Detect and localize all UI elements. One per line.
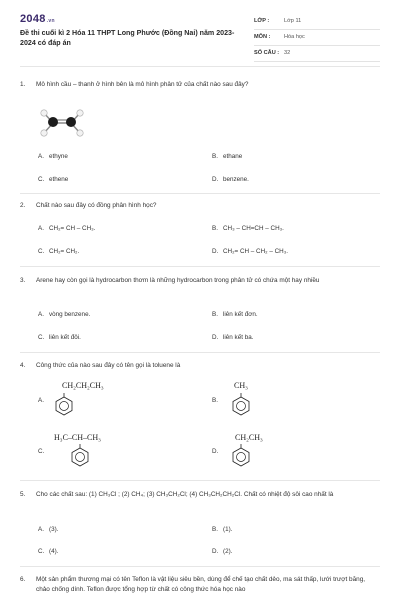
structure-label: CH₂CH₂CH₃ <box>62 381 104 390</box>
option-c: C. (4). <box>38 548 59 555</box>
divider <box>20 566 380 567</box>
meta-row-subject <box>254 30 380 46</box>
question-stem: Công thức của nào sau đây có tên gọi là toluene là <box>36 362 181 369</box>
benzene-ring-icon <box>53 393 75 417</box>
question-number: 6. <box>20 576 26 583</box>
meta-row-class <box>254 14 380 30</box>
option-b: B. <box>212 397 218 404</box>
meta-label: LỚP : <box>254 18 270 24</box>
structure-label: H₃C–CH–CH₃ <box>54 433 101 442</box>
meta-row-count <box>254 46 380 62</box>
option-d: D. benzene. <box>212 176 249 183</box>
option-b: B. ethane <box>212 153 243 160</box>
question-number: 4. <box>20 362 26 369</box>
option-c: C. CH₂= CH₂. <box>38 248 80 255</box>
question-number: 2. <box>20 202 26 209</box>
question-number: 5. <box>20 491 26 498</box>
option-d: D. CH₂= CH – CH₂ – CH₃. <box>212 248 289 255</box>
divider <box>20 193 380 194</box>
meta-label: MÔN : <box>254 34 271 40</box>
site-logo[interactable]: 2048.vn <box>20 13 55 25</box>
question-stem: Một sản phẩm thương mại có tên Teflon là vật liệu siêu bền, dùng để chế tạo chất dẻo, ma sát thấp, lưới trượt băng, chảo chống dính. Teflon được tổng hợp từ chất có công thức hóa học nào <box>36 576 366 593</box>
option-a: A. (3). <box>38 526 59 533</box>
meta-value: Lớp 11 <box>284 18 302 24</box>
option-a: A. ethyne <box>38 153 68 160</box>
question-number: 3. <box>20 277 26 284</box>
option-b: B. (1). <box>212 526 233 533</box>
option-d: D. liên kết ba. <box>212 334 254 341</box>
question-stem: Mô hình cầu – thanh ở hình bên là mô hình phân tử của chất nào sau đây? <box>36 81 249 88</box>
question-stem: Cho các chất sau: (1) CH₃Cl ; (2) CH₄; (3) CH₃CH₂Cl; (4) CH₃CH₂CH₂Cl. Chất có nhiệt độ sôi cao nhất là <box>36 491 334 498</box>
meta-value: 32 <box>284 50 291 56</box>
page-title: Đề thi cuối kì 2 Hóa 11 THPT Long Phước (Đồng Nai) năm 2023-2024 có đáp án <box>20 29 235 47</box>
option-c: C. ethene <box>38 176 69 183</box>
meta-label: SỐ CÂU : <box>254 50 280 56</box>
benzene-ring-icon <box>230 444 252 468</box>
meta-value: Hóa học <box>284 34 305 40</box>
divider <box>20 352 380 353</box>
option-d: D. <box>212 448 219 455</box>
benzene-ring-icon <box>230 393 252 417</box>
question-number: 1. <box>20 81 26 88</box>
option-d: D. (2). <box>212 548 233 555</box>
question-stem: Chất nào sau đây có đồng phân hình học? <box>36 202 157 209</box>
option-a: A. vòng benzene. <box>38 311 91 318</box>
structure-label: CH₂CH₃ <box>235 433 263 442</box>
divider <box>20 266 380 267</box>
option-a: A. CH₂= CH – CH₃. <box>38 225 96 232</box>
page-header <box>0 0 400 62</box>
divider <box>20 66 380 67</box>
option-b: B. liên kết đơn. <box>212 311 258 318</box>
divider <box>20 480 380 481</box>
question-stem: Arene hay còn gọi là hydrocarbon thơm là những hydrocarbon trong phân tử có chứa một hay nhiều <box>36 277 320 284</box>
benzene-ring-icon <box>69 444 91 468</box>
ball-stick-molecule-image <box>38 107 86 139</box>
structure-label: CH₃ <box>234 381 248 390</box>
option-a: A. <box>38 397 44 404</box>
exam-meta <box>254 14 380 62</box>
option-c: C. <box>38 448 45 455</box>
option-b: B. CH₃ – CH=CH – CH₃. <box>212 225 284 232</box>
option-c: C. liên kết đôi. <box>38 334 81 341</box>
